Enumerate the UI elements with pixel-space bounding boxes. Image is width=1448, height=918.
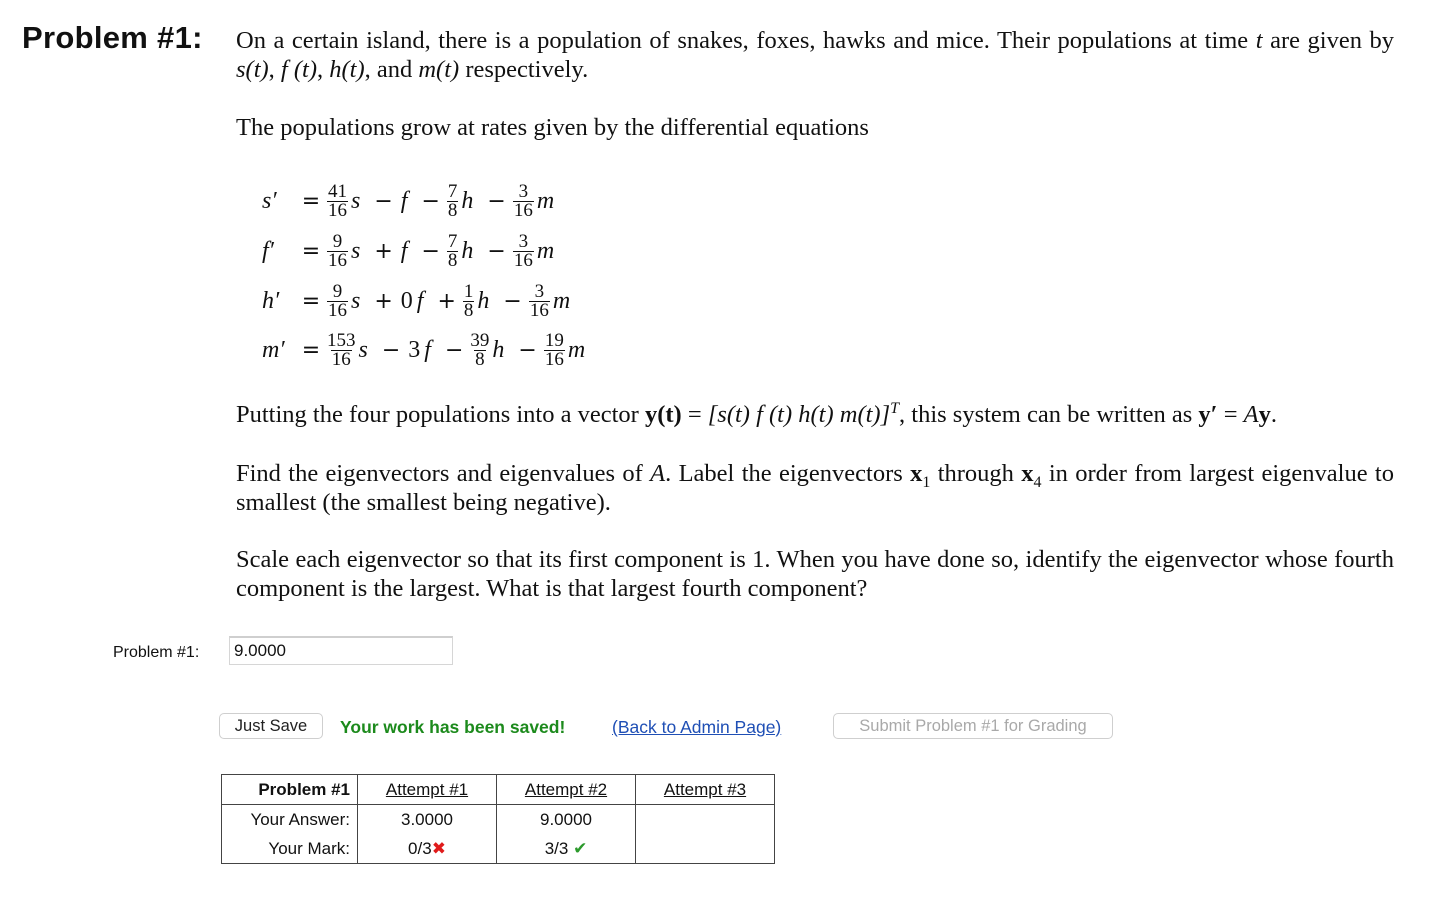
variable: m [536,187,555,214]
variable: s [351,287,361,314]
equals-sign: = [301,188,321,214]
equation-lhs: s′ [262,187,277,214]
fraction [327,329,356,370]
variable: f [400,187,408,214]
numerator: 39 [470,329,490,351]
coefficient: 0 [400,287,413,314]
numerator: 1 [463,280,474,302]
problem-header: Problem #1 [222,775,358,805]
your-answer-label: Your Answer: [250,809,350,829]
equation-term [326,230,364,271]
fraction [463,280,475,321]
operator: − [381,337,401,363]
equation-term [326,329,372,370]
denominator: 8 [463,299,474,321]
attempt-3-mark [636,834,775,864]
operator: − [487,238,506,264]
denominator: 16 [328,299,347,321]
numerator: 3 [518,230,529,252]
variable: h [461,237,474,264]
denominator: 16 [513,249,533,271]
equals-sign: = [301,238,321,264]
equation-row [262,227,562,275]
equation-term [469,329,508,370]
fraction [529,280,550,321]
equation-lhs: h′ [262,287,280,314]
operator: − [444,337,464,363]
denominator: 8 [447,199,458,221]
variable: s [351,187,361,214]
fraction [513,230,534,271]
equation-row [262,177,562,225]
denominator: 8 [447,249,458,271]
denominator: 16 [328,249,347,271]
equation-term [462,280,494,321]
equation-term [326,280,364,321]
variable: h [461,187,474,214]
denominator: 16 [529,299,549,321]
variable: h [492,336,505,363]
operator: − [503,288,522,314]
equation-term [512,230,558,271]
equation-term [446,230,478,271]
variable: s [358,336,368,363]
problem-title: Problem #1: [22,20,203,55]
attempt-2-mark: 3/3 ✔ [497,834,636,864]
denominator: 16 [331,348,351,370]
equation-term [512,180,558,221]
your-answer-row [222,805,775,835]
operator: − [421,188,440,214]
numerator: 19 [544,329,564,351]
attempt-2-header[interactable]: Attempt #2 [497,775,636,805]
rates-text: The populations grow at rates given by the differential equations [236,114,869,141]
equation-row [262,326,593,374]
equation-term [446,180,478,221]
variable: f [400,237,408,264]
attempt-3-answer [636,805,775,835]
attempt-2-answer: 9.0000 [497,805,636,835]
equation-term [399,238,412,265]
equals-sign: = [301,288,321,314]
numerator: 3 [518,180,529,202]
back-to-admin-link[interactable]: (Back to Admin Page) [612,717,782,737]
equation-lhs: m′ [262,336,285,363]
fraction [447,180,459,221]
x-mark-icon: ✖ [431,838,446,858]
equation-term [399,188,412,215]
fraction [470,329,490,370]
fraction [513,180,534,221]
operator: − [374,188,393,214]
denominator: 16 [513,199,533,221]
problem-intro: On a certain island, there is a population of snakes, foxes, hawks and mice. Their populations at time t are given by s(t), f (t), h(t), and m(t) respectively. [236,27,1395,83]
fraction [447,230,459,271]
numerator: 9 [332,230,343,252]
operator: + [374,288,393,314]
numerator: 9 [332,280,343,302]
numerator: 41 [328,180,347,202]
equation-term [543,329,589,370]
operator: + [374,238,393,264]
operator: − [487,188,506,214]
equation-lhs: f′ [262,237,274,264]
vector-text: Putting the four populations into a vector y(t) = [s(t) f (t) h(t) m(t)]$^T$, this system can be written as y′ = Ay. [236,399,1277,428]
attempts-header-row [222,775,775,805]
equation-term [528,280,574,321]
attempt-3-header[interactable]: Attempt #3 [636,775,775,805]
variable: m [536,237,555,264]
denominator: 16 [328,199,347,221]
answer-label: Problem #1: [113,644,200,661]
variable: m [567,336,586,363]
numerator: 3 [534,280,545,302]
operator: + [437,288,456,314]
answer-input[interactable] [229,636,453,665]
coefficient: 3 [408,336,421,363]
your-mark-row [222,834,775,864]
variable: s [351,237,361,264]
fraction [327,230,348,271]
denominator: 8 [475,348,485,370]
scale-text: Scale each eigenvector so that its first component is 1. When you have done so, identify the eigenvector whose fourth component is the largest. What is that largest fourth component? [236,546,1394,602]
submit-for-grading-button[interactable]: Submit Problem #1 for Grading [833,713,1113,739]
find-text: Find the eigenvectors and eigenvalues of A. Label the eigenvectors $x_1$ through $x_4$ in order from largest eigenvalue to smallest (the smallest being negative). [236,460,1394,516]
attempt-1-mark: 0/3✖ [358,834,497,864]
attempts-table [221,774,775,864]
equation-row [262,277,578,325]
equation-term [406,337,435,364]
attempt-1-header[interactable]: Attempt #1 [358,775,497,805]
saved-message: Your work has been saved! [340,717,566,737]
numerator: 7 [447,230,458,252]
fraction [327,180,348,221]
your-mark-label: Your Mark: [268,838,350,858]
variable: m [552,287,571,314]
operator: − [421,238,440,264]
fraction [544,329,565,370]
variable: f [416,287,424,314]
operator: − [518,337,537,363]
just-save-button[interactable]: Just Save [219,713,323,739]
equation-term [399,288,428,315]
denominator: 16 [544,348,564,370]
variable: h [477,287,490,314]
equals-sign: = [301,337,321,363]
equation-term [326,180,364,221]
attempt-1-answer: 3.0000 [358,805,497,835]
fraction [327,280,348,321]
variable: f [424,336,431,363]
check-mark-icon: ✔ [573,838,588,858]
numerator: 153 [327,329,356,351]
numerator: 7 [447,180,458,202]
